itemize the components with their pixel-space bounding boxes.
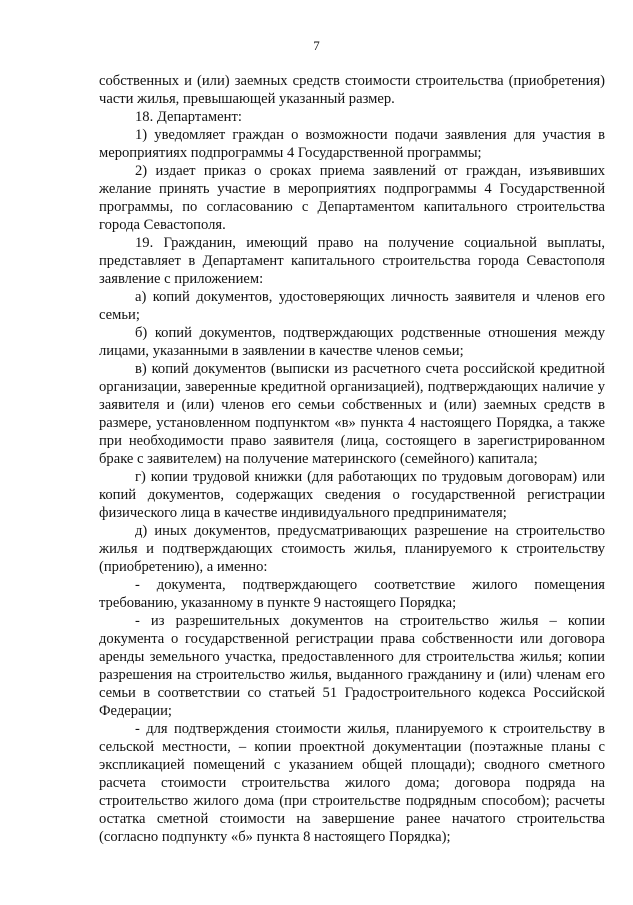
- paragraph: 19. Гражданин, имеющий право на получение социальной выплаты, представляет в Департамент капитального строительства города Севастополя заявление с приложением:: [99, 235, 605, 287]
- paragraph: 2) издает приказ о сроках приема заявлений от граждан, изъявивших желание принять участие в мероприятиях подпрограммы 4 Государственной программы, по согласованию с Департаментом капитального строительства города Севастополя.: [99, 163, 605, 233]
- paragraph: 1) уведомляет граждан о возможности подачи заявления для участия в мероприятиях подпрограммы 4 Государственной программы;: [99, 127, 605, 161]
- paragraph: собственных и (или) заемных средств стоимости строительства (приобретения) части жилья, превышающей указанный размер.: [99, 73, 605, 107]
- page-number: 7: [313, 38, 320, 53]
- paragraph: - документа, подтверждающего соответствие жилого помещения требованию, указанному в пункте 9 настоящего Порядка;: [99, 577, 605, 611]
- paragraph: в) копий документов (выписки из расчетного счета российской кредитной организации, заверенные кредитной организацией), подтверждающих наличие у заявителя и (или) членов его семьи собственных и (или) заемных средств в размере, установленном подпунктом «в» пункта 4 настоящего Порядка, а также при необходимости право заявителя (лица, состоящего в зарегистрированном браке с заявителем) на получение материнского (семейного) капитала;: [99, 361, 605, 467]
- paragraph: г) копии трудовой книжки (для работающих по трудовым договорам) или копий документов, содержащих сведения о государственной регистрации физического лица в качестве индивидуального предпринимателя;: [99, 469, 605, 521]
- paragraph: - из разрешительных документов на строительство жилья – копии документа о государственной регистрации права собственности или договора аренды земельного участка, предоставленного для строительства жилья; копии разрешения на строительство жилья, выданного гражданину и (или) членам его семьи в соответствии со статьей 51 Градостроительного кодекса Российской Федерации;: [99, 613, 605, 719]
- paragraph: а) копий документов, удостоверяющих личность заявителя и членов его семьи;: [99, 289, 605, 323]
- document-body: [99, 72, 605, 846]
- paragraph: 18. Департамент:: [135, 109, 242, 125]
- paragraph: - для подтверждения стоимости жилья, планируемого к строительству в сельской местности, – копии проектной документации (поэтажные планы с экспликацией помещений с указанием общей площади); сводного сметного расчета стоимости строительства жилого дома; договора подряда на строительство жилого дома (при строительстве подрядным способом); расчеты остатка сметной стоимости на завершение ранее начатого строительства (согласно подпункту «б» пункта 8 настоящего Порядка);: [99, 721, 605, 845]
- paragraph: д) иных документов, предусматривающих разрешение на строительство жилья и подтверждающих стоимость жилья, планируемого к строительству (приобретению), а именно:: [99, 523, 605, 575]
- paragraph: б) копий документов, подтверждающих родственные отношения между лицами, указанными в заявлении в качестве членов семьи;: [99, 325, 605, 359]
